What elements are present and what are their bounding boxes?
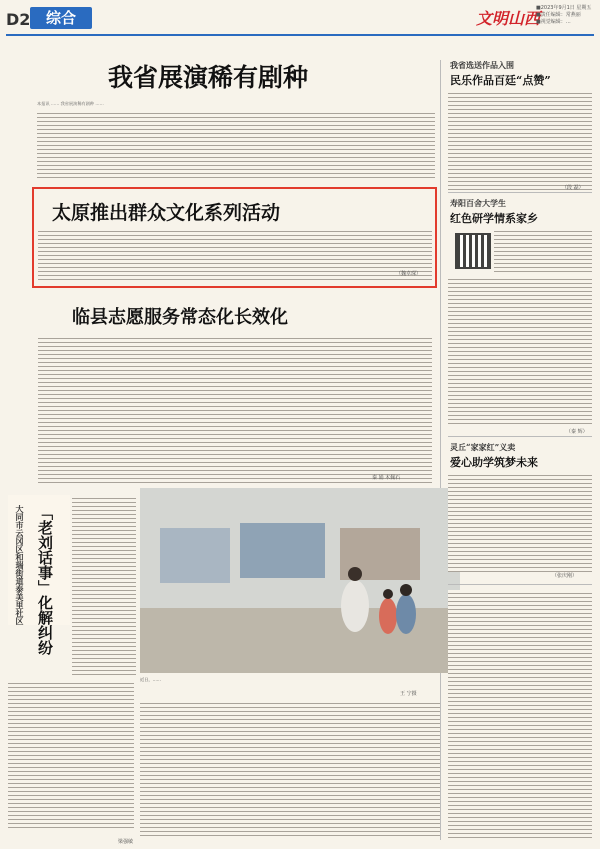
divider (440, 60, 441, 840)
sidebar-signature: 梁强敏 (118, 839, 134, 845)
right-divider-2 (448, 436, 592, 437)
headline-folk-art-1: 我省选送作品入围 (450, 60, 514, 70)
photo-caption: 近日，…… (140, 677, 161, 682)
newspaper-logo: 文明山西 (476, 9, 541, 28)
article-main-body: 本报讯 …… 我省展演稀有剧种 …… (37, 101, 104, 106)
headline-boxed: 太原推出群众文化系列活动 (52, 202, 281, 224)
sidebar-text-lines (72, 495, 136, 675)
headline-red-study-2: 红色研学情系家乡 (450, 212, 538, 225)
page-number: D2 (6, 10, 31, 29)
header-meta: ■2023年9月1日 星期五 ■责任编辑：常燕丽 ■视觉编辑：… (536, 5, 592, 25)
folk-art-text-lines (448, 90, 592, 190)
news-photo (140, 488, 460, 673)
elderly-text-lines (448, 472, 592, 572)
article-main-text-lines (37, 110, 435, 178)
red-study-text-lines-2 (448, 276, 592, 426)
page-header (0, 0, 600, 40)
right-bottom-text-lines (448, 590, 592, 838)
boxed-article-signature: （魏卓琛） (396, 271, 422, 277)
sidebar-title-large: 「老刘话事」化解纠纷 (36, 505, 54, 655)
folk-art-signature: （段 磊） (562, 185, 584, 191)
red-study-signature: （秦 辉） (566, 429, 588, 435)
boxed-article-text-lines (38, 228, 432, 283)
volunteer-article-signature: 秦 娟 木佩石 (372, 475, 401, 481)
right-divider-3 (448, 584, 592, 585)
headline-red-study-1: 寿阳百舍大学生 (450, 198, 506, 208)
headline-main: 我省展演稀有剧种 (108, 63, 309, 92)
sidebar-title-small: 大同市云冈区和瑞街道泰美里社区 (15, 505, 25, 625)
headline-elderly-1: 灵丘“家家红”义卖 (450, 442, 516, 452)
qr-code-icon (455, 233, 491, 269)
bottom-article-text-lines (140, 700, 440, 838)
elderly-signature: （张庆刚） (552, 573, 578, 579)
headline-volunteer: 临县志愿服务常态化长效化 (72, 307, 288, 328)
red-study-text-lines (494, 228, 592, 273)
header-rule (6, 34, 594, 36)
right-divider-1 (448, 192, 592, 193)
section-label: 综合 (30, 7, 92, 29)
headline-folk-art-2: 民乐作品百廷“点赞” (450, 74, 551, 87)
volunteer-article-text-lines (38, 335, 432, 485)
photo-credit: 王 宁摄 (400, 691, 417, 697)
headline-elderly-2: 爱心助学筑梦未来 (450, 456, 538, 469)
sidebar-text-lines-bottom (8, 680, 134, 830)
